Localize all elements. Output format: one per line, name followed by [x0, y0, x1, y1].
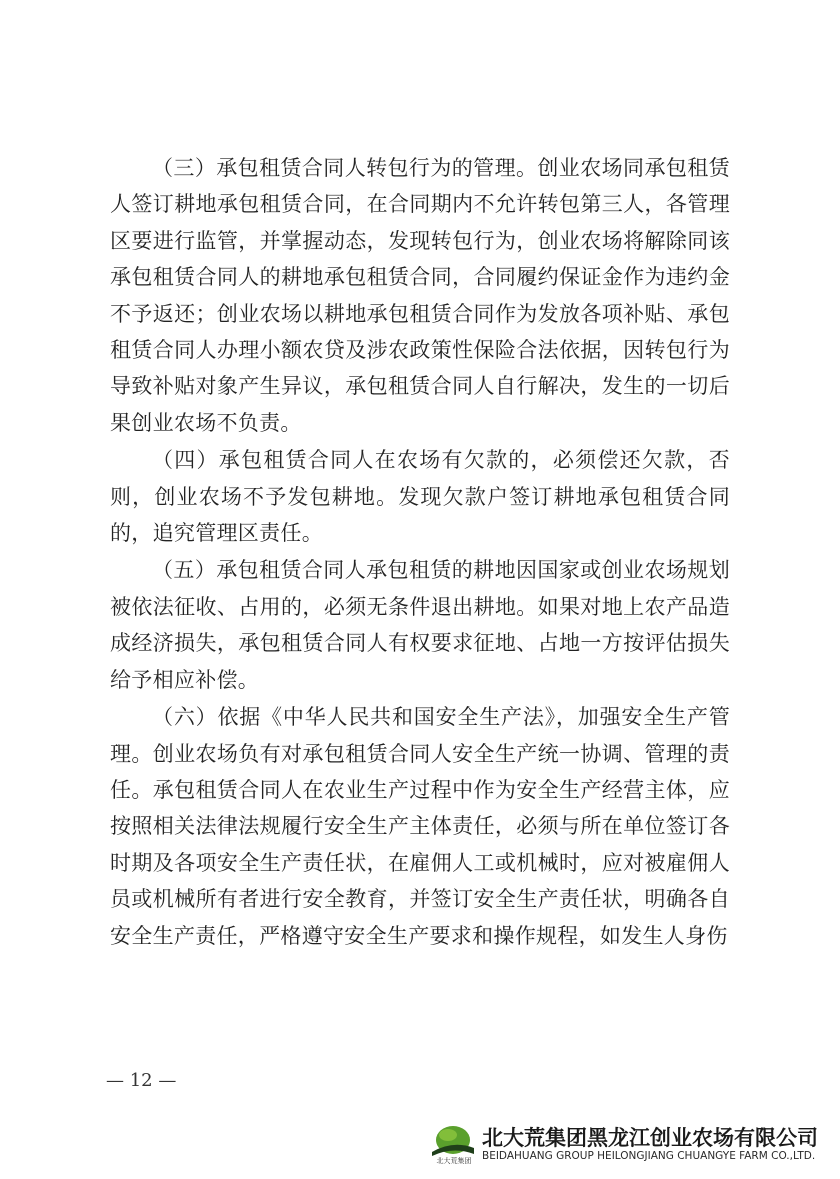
logo-caption: 北大荒集团 — [436, 1157, 472, 1165]
company-name-cn: 北大荒集团黑龙江创业农场有限公司 — [482, 1126, 818, 1150]
paragraph-4: （四）承包租赁合同人在农场有欠款的，必须偿还欠款，否则，创业农场不予发包耕地。发现欠款户签订耕地承包租赁合同的，追究管理区责任。 — [110, 448, 730, 546]
paragraph-6: （六）依据《中华人民共和国安全生产法》，加强安全生产管理。创业农场负有对承包租赁合同人安全生产统一协调、管理的责任。承包租赁合同人在农业生产过程中作为安全生产经营主体，应按照相关法律法规履行安全生产主体责任，必须与所在单位签订各时期及各项安全生产责任状，在雇佣人工或机械时，应对被雇佣人员或机械所有者进行安全教育，并签订安全生产责任状，明确各自安全生产责任，严格遵守安全生产要求和操作规程，如发生人身伤 — [110, 705, 730, 948]
company-footer — [426, 1120, 836, 1170]
company-name-en: BEIDAHUANG GROUP HEILONGJIANG CHUANGYE FARM CO.,LTD. — [482, 1150, 816, 1162]
body-text — [110, 150, 730, 955]
paragraph-3: （三）承包租赁合同人转包行为的管理。创业农场同承包租赁人签订耕地承包租赁合同，在合同期内不允许转包第三人，各管理区要进行监管，并掌握动态，发现转包行为，创业农场将解除同该承包租赁合同人的耕地承包租赁合同，合同履约保证金作为违约金不予返还；创业农场以耕地承包租赁合同作为发放各项补贴、承包租赁合同人办理小额农贷及涉农政策性保险合法依据，因转包行为导致补贴对象产生异议，承包租赁合同人自行解决，发生的一切后果创业农场不负责。 — [110, 156, 730, 435]
page-number: — 12 — — [106, 1070, 177, 1091]
paragraph-5: （五）承包租赁合同人承包租赁的耕地因国家或创业农场规划被依法征收、占用的，必须无条件退出耕地。如果对地上农产品造成经济损失，承包租赁合同人有权要求征地、占地一方按评估损失给予相应补偿。 — [110, 558, 730, 692]
